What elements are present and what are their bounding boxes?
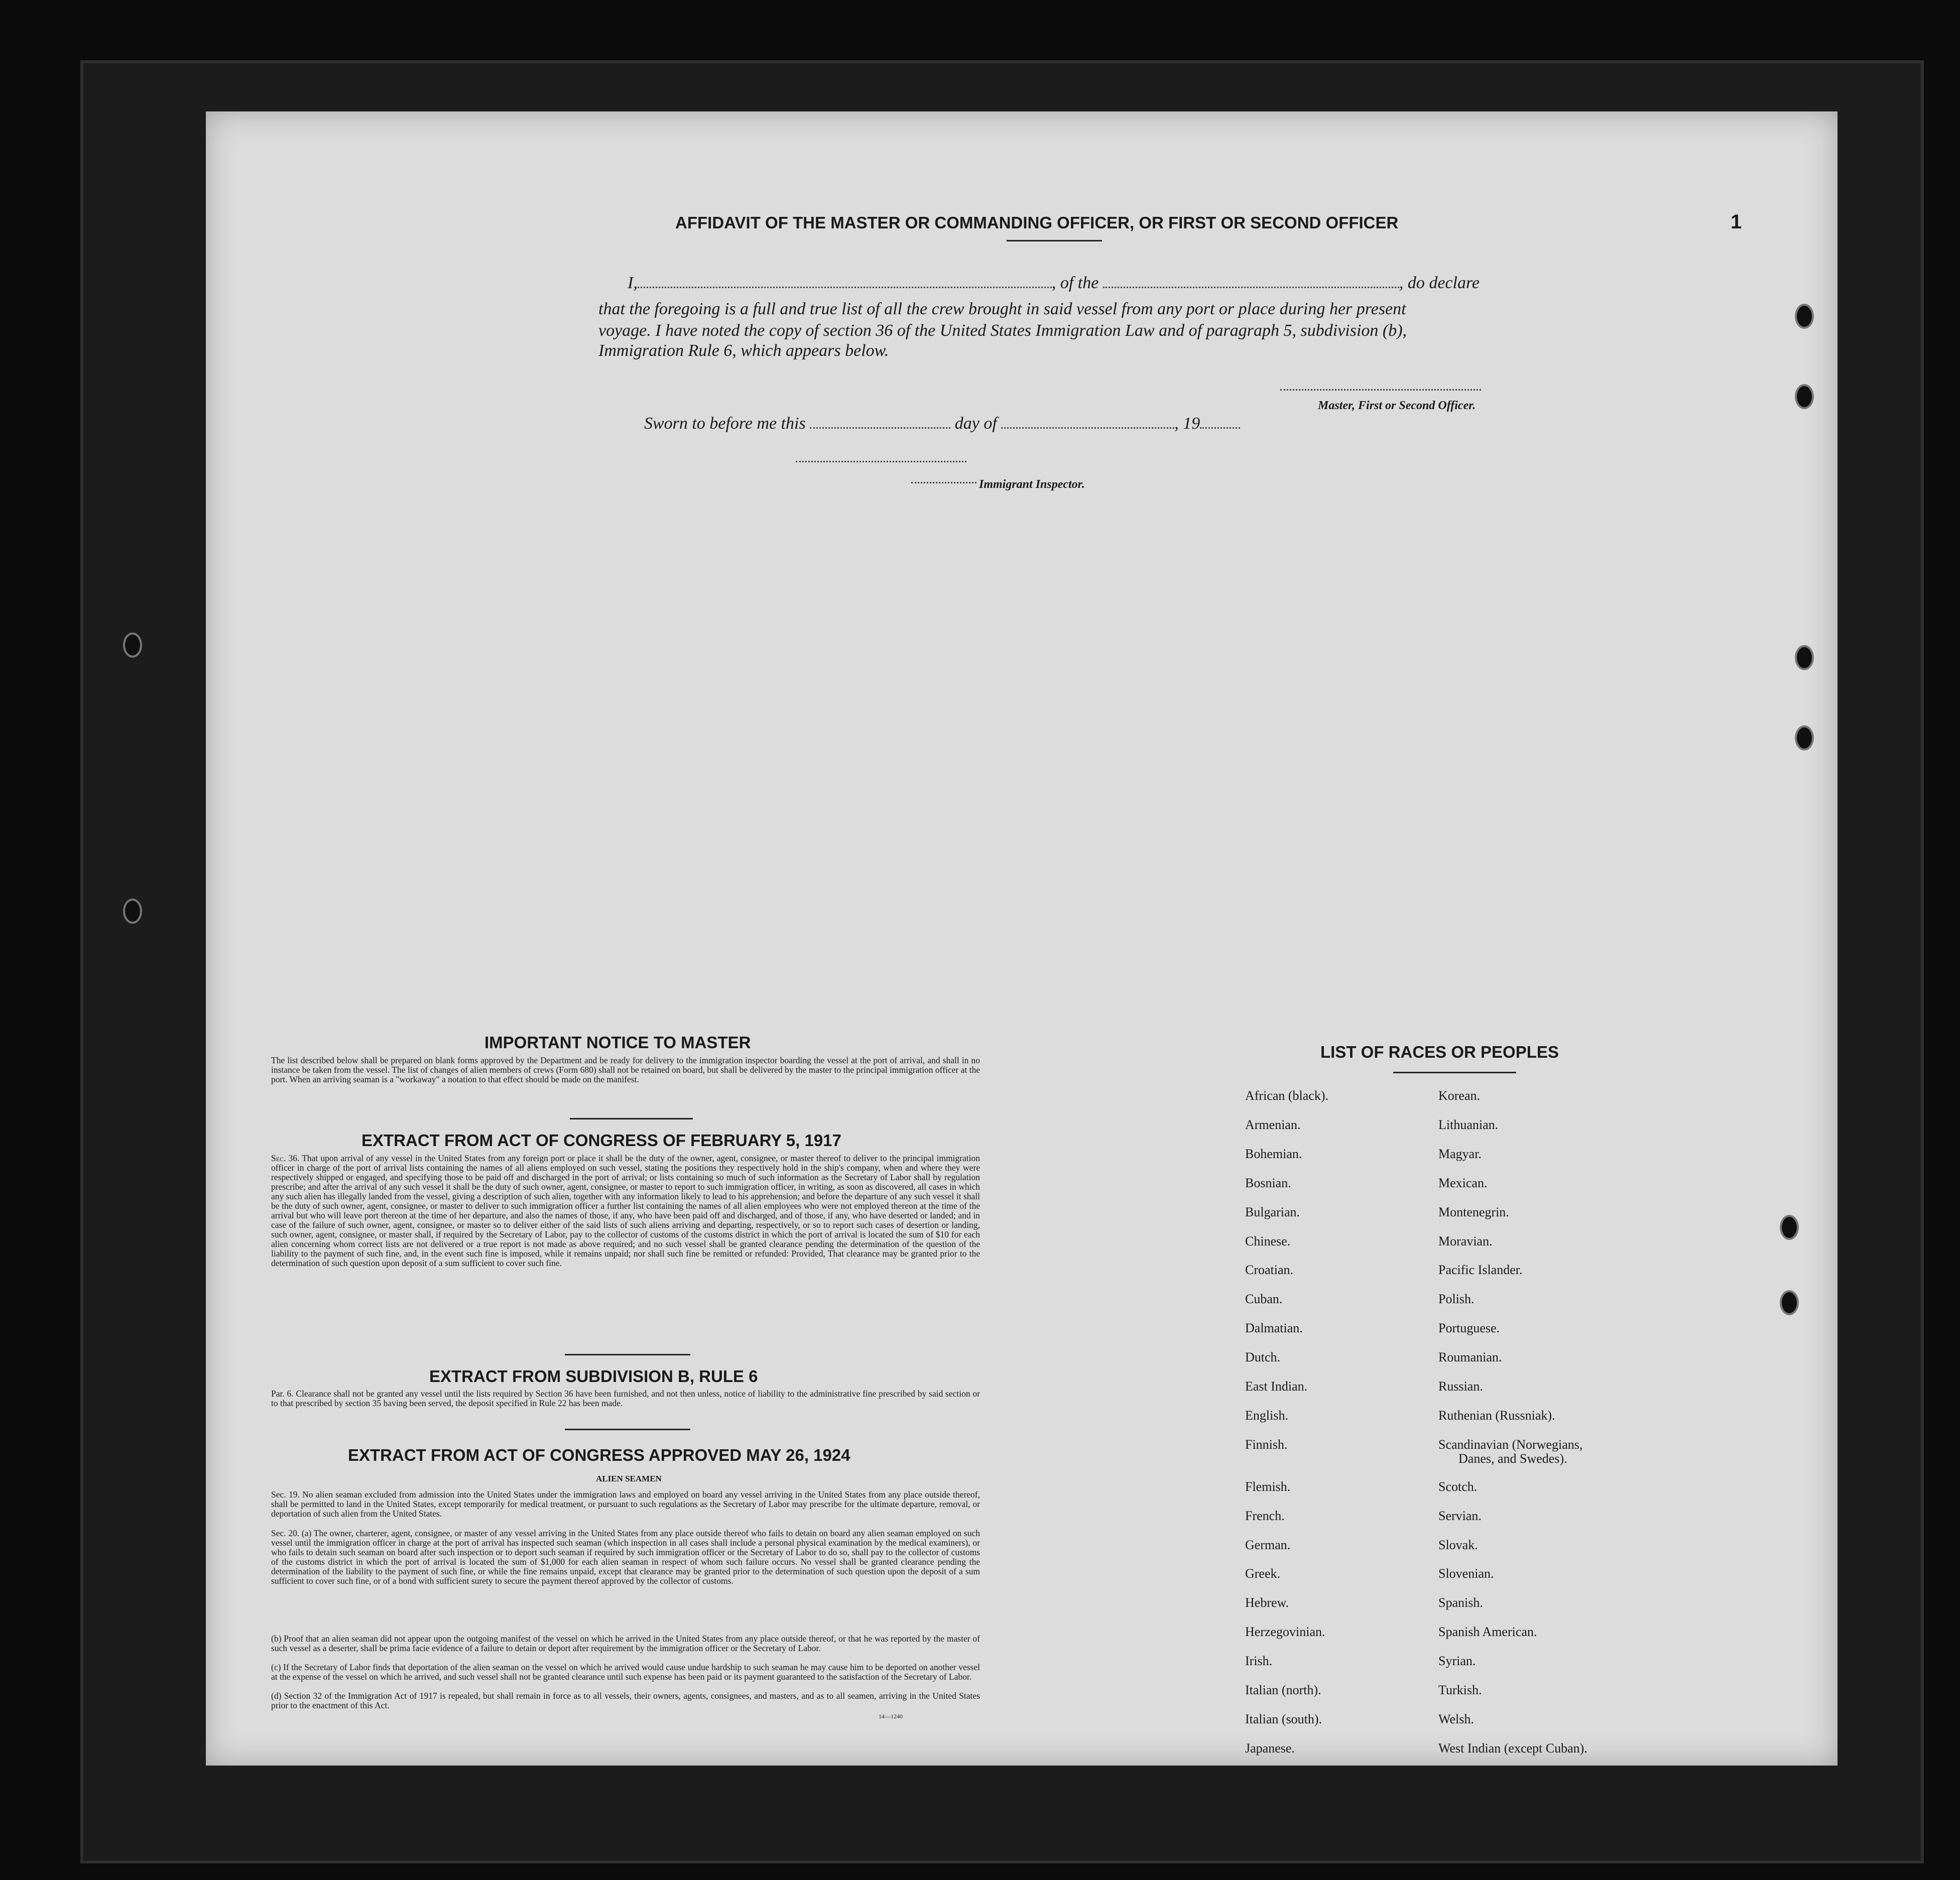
sworn-month-blank[interactable] xyxy=(1001,427,1174,429)
master-signature-blank[interactable] xyxy=(1280,389,1481,391)
race-item: English. xyxy=(1245,1408,1288,1423)
race-item: Korean. xyxy=(1438,1088,1481,1103)
race-item: Armenian. xyxy=(1245,1117,1301,1132)
races-rule xyxy=(1393,1072,1516,1073)
extract-rule6-text: Par. 6. Clearance shall not be granted any vessel until the lists required by Section 36 have been furnished, and not then unless, notice of liability to the administrative fine prescribed by said section or to that prescribed by section 35 having been served, the deposit specified in Rule 22 has been made. xyxy=(271,1389,980,1408)
race-item: Pacific Islander. xyxy=(1438,1263,1523,1278)
race-item: French. xyxy=(1245,1508,1285,1523)
race-item: Herzegovinian. xyxy=(1245,1624,1325,1640)
races-title: LIST OF RACES OR PEOPLES xyxy=(1320,1043,1559,1061)
race-item: Roumanian. xyxy=(1438,1350,1502,1365)
alien-seamen-subtitle: ALIEN SEAMEN xyxy=(596,1474,662,1483)
sworn-prefix: Sworn to before me this xyxy=(644,414,806,433)
race-item: Turkish. xyxy=(1438,1683,1482,1697)
sec-20c-text: (c) If the Secretary of Labor finds that deportation of the alien seaman on the vessel on which he arrived would cause undue hardship to such seaman he may cause him to be deported on another vessel at the expense of the vessel on which he arrived, and such vessel shall not be granted clearance until such expense has been paid or its payment guaranteed to the satisfaction of the Secretary of Labor. xyxy=(271,1662,980,1682)
sec-19-text: Sec. 19. No alien seaman excluded from admission into the United States under the immigration laws and employed on board any vessel arriving in the United States from any place outside thereof, shall be permitted to land in the United States, except temporarily for medical treatment, or pursuant to such regulations as the Secretary of Labor may prescribe for the ultimate departure, removal, or deportation of such alien from the United States. xyxy=(271,1489,980,1519)
section-rule xyxy=(565,1429,690,1430)
page-number: 1 xyxy=(1731,211,1742,233)
section-rule xyxy=(570,1118,693,1119)
race-item: Hebrew. xyxy=(1245,1595,1289,1610)
race-item: Italian (south). xyxy=(1245,1711,1322,1726)
race-item: West Indian (except Cuban). xyxy=(1438,1740,1587,1756)
punch-hole xyxy=(1780,1215,1799,1240)
extract-1917-title: EXTRACT FROM ACT OF CONGRESS OF FEBRUARY 5, 1917 xyxy=(361,1131,841,1150)
sec-36-label: Sec. 36. xyxy=(271,1153,300,1163)
sworn-year-blank[interactable] xyxy=(1200,427,1240,429)
race-item: Spanish. xyxy=(1438,1595,1483,1610)
sworn-year-label: , 19 xyxy=(1174,414,1200,433)
race-item: Irish. xyxy=(1245,1654,1273,1669)
affidavit-line-3: voyage. I have noted the copy of section 36 of the United States Immigration Law and of paragraph 5, subdivision (b), xyxy=(598,321,1407,340)
race-item: Flemish. xyxy=(1245,1479,1291,1494)
name-blank[interactable] xyxy=(638,287,1052,288)
sec-36-body: That upon arrival of any vessel in the United States from any foreign port or place it shall be the duty of the owner, agent, consignee, or master thereof to deliver to the principal immigration officer in charge of the port of arrival lists containing the names of all aliens employed on such vessel, stating the positions they respectively hold in the ship's company, when and where they were respectively shipped or engaged, and specifying those to be paid off and discharged in the port of arrival; or lists containing so much of such information as the Secretary of Labor shall by regulation prescribe; and after the arrival of any such vessel it shall be the duty of such owner, agent, consignee, or master to report to such immigration officer, in writing, as soon as discovered, all cases in which any such alien has illegally landed from the vessel, giving a description of such alien, together with any information likely to lead to his apprehension; and before the departure of any such vessel it shall be the duty of such owner, agent, consignee, or master to deliver to such immigration officer a further list containing the names of all alien employees who were not employed thereon at the time of the arrival but who will leave port thereon at the time of her departure, and also the names of those, if any, who have been paid off and discharged, and of those, if any, who have deserted or landed; and in case of the failure of such owner, agent, consignee, or master so to deliver either of the said lists of such aliens arriving and departing, respectively, or so to report such cases of desertion or landing, such owner, agent, consignee, or master shall, if required by the Secretary of Labor, pay to the collector of customs of the customs district in which the port of arrival is located the sum of $10 for each alien concerning whom correct lists are not delivered or a true report is not made as above required; and no such vessel shall be granted clearance pending the determination of the question of the liability to the payment of such fine, and, in the event such fine is imposed, while it remains unpaid; nor shall such fine be remitted or refunded: Provided, That clearance may be granted prior to the determination of such question upon deposit of a sum sufficient to cover such fine. xyxy=(271,1153,980,1268)
race-item: African (black). xyxy=(1245,1088,1329,1103)
inspector-signature-blank[interactable] xyxy=(796,461,966,462)
affidavit-line-4: Immigration Rule 6, which appears below. xyxy=(598,341,889,360)
inspector-signature-blank-2[interactable] xyxy=(911,482,976,483)
race-item: Moravian. xyxy=(1438,1233,1493,1248)
race-item: Chinese. xyxy=(1245,1233,1291,1248)
punch-hole xyxy=(1795,384,1814,409)
race-item: East Indian. xyxy=(1245,1379,1308,1394)
race-item: Russian. xyxy=(1438,1379,1483,1394)
race-item: Finnish. xyxy=(1245,1437,1288,1452)
affidavit-of-the: , of the xyxy=(1051,274,1099,292)
vessel-blank[interactable] xyxy=(1103,287,1399,288)
punch-hole xyxy=(1795,304,1814,329)
extract-1917-text xyxy=(271,1154,980,1268)
race-item: Croatian. xyxy=(1245,1263,1294,1278)
sworn-line xyxy=(644,414,1240,433)
race-item: Ruthenian (Russniak). xyxy=(1438,1408,1555,1423)
punch-hole xyxy=(123,633,142,658)
race-item: Dutch. xyxy=(1245,1350,1281,1365)
race-item: German. xyxy=(1245,1537,1291,1552)
affidavit-line-2: that the foregoing is a full and true list of all the crew brought in said vessel from any port or place during her present xyxy=(598,300,1406,318)
notice-title: IMPORTANT NOTICE TO MASTER xyxy=(484,1033,751,1052)
title-rule xyxy=(1007,240,1102,241)
affidavit-line-1 xyxy=(628,274,1480,293)
race-item: Cuban. xyxy=(1245,1292,1283,1307)
sworn-day-blank[interactable] xyxy=(810,427,950,429)
race-item: Mexican. xyxy=(1438,1175,1488,1190)
race-item: Welsh. xyxy=(1438,1711,1474,1726)
section-rule xyxy=(565,1354,690,1355)
race-item: Spanish American. xyxy=(1438,1624,1537,1640)
sec-20d-text: (d) Section 32 of the Immigration Act of 1917 is repealed, but shall remain in force as to all vessels, their owners, agents, consignees, and masters, and as to all seamen, arriving in the United States prior to the enactment of this Act. xyxy=(271,1691,980,1710)
race-item: Portuguese. xyxy=(1438,1321,1500,1336)
race-item: Scandinavian (Norwegians, xyxy=(1438,1437,1583,1452)
master-label: Master, First or Second Officer. xyxy=(1318,399,1476,412)
affidavit-title: AFFIDAVIT OF THE MASTER OR COMMANDING OFFICER, OR FIRST OR SECOND OFFICER xyxy=(675,213,1399,232)
punch-hole xyxy=(1780,1290,1799,1315)
race-item: Japanese. xyxy=(1245,1740,1295,1756)
inspector-label: Immigrant Inspector. xyxy=(979,478,1085,491)
race-item: Bosnian. xyxy=(1245,1175,1291,1190)
race-item: Scotch. xyxy=(1438,1479,1478,1494)
punch-hole xyxy=(1795,725,1814,750)
race-item: Slovak. xyxy=(1438,1537,1478,1552)
race-item: Italian (north). xyxy=(1245,1683,1321,1697)
race-item: Polish. xyxy=(1438,1292,1475,1307)
sec-20b-text: (b) Proof that an alien seaman did not appear upon the outgoing manifest of the vessel on which he arrived in the United States from any place outside thereof, or that he was reported by the master of such vessel as a deserter, shall be prima facie evidence of a failure to detain or deport after requirement by the immigration officer or the Secretary of Labor. xyxy=(271,1634,980,1653)
race-item: Bohemian. xyxy=(1245,1146,1302,1161)
affidavit-i: I, xyxy=(628,274,638,292)
extract-rule6-title: EXTRACT FROM SUBDIVISION B, RULE 6 xyxy=(429,1367,758,1386)
race-item: Syrian. xyxy=(1438,1654,1476,1669)
race-item: Greek. xyxy=(1245,1566,1281,1581)
affidavit-declare: , do declare xyxy=(1399,274,1480,292)
race-item: Slovenian. xyxy=(1438,1566,1494,1581)
race-item: Lithuanian. xyxy=(1438,1117,1499,1132)
sworn-day-label: day of xyxy=(954,414,997,433)
sec-20a-text: Sec. 20. (a) The owner, charterer, agent, consignee, or master of any vessel arriving in the United States from any place outside thereof who fails to detain on board any alien seaman employed on such vessel until the immigration officer in charge at the port of arrival has inspected such seaman (which inspection in all cases shall include a personal physical examination by the medical examiners), or who fails to detain such seaman on board after such inspection or to deport such seaman if required by such immigration officer or the Secretary of Labor to do so, shall pay to the collector of customs of the customs district in which the port of arrival is located the sum of $1,000 for each alien seaman in respect of whom such failure occurs. No vessel shall be granted clearance pending the determination of the liability to the payment of such fine, or while the fine remains unpaid, except that clearance may be granted prior to the determination of such question upon the deposit of a sum sufficient to cover such fine, or of a bond with sufficient surety to secure the payment thereof approved by the collector of customs. xyxy=(271,1528,980,1586)
punch-hole xyxy=(1795,645,1814,670)
form-number: 14—1240 xyxy=(879,1713,903,1720)
punch-hole xyxy=(123,899,142,924)
race-item: Magyar. xyxy=(1438,1146,1482,1161)
race-item-continuation: Danes, and Swedes). xyxy=(1458,1451,1567,1466)
race-item: Montenegrin. xyxy=(1438,1204,1509,1219)
notice-text: The list described below shall be prepared on blank forms approved by the Department and be ready for delivery to the immigration inspector boarding the vessel at the port of arrival, and shall in no instance be taken from the vessel. The list of changes of alien members of crews (Form 680) shall not be retained on board, but shall be delivered by the master to the principal immigration officer at the port. When an arriving seaman is a "workaway" a notation to that effect should be made on the manifest. xyxy=(271,1055,980,1084)
race-item: Dalmatian. xyxy=(1245,1321,1303,1336)
extract-1924-title: EXTRACT FROM ACT OF CONGRESS APPROVED MAY 26, 1924 xyxy=(348,1446,850,1464)
race-item: Servian. xyxy=(1438,1508,1482,1523)
race-item: Bulgarian. xyxy=(1245,1204,1300,1219)
